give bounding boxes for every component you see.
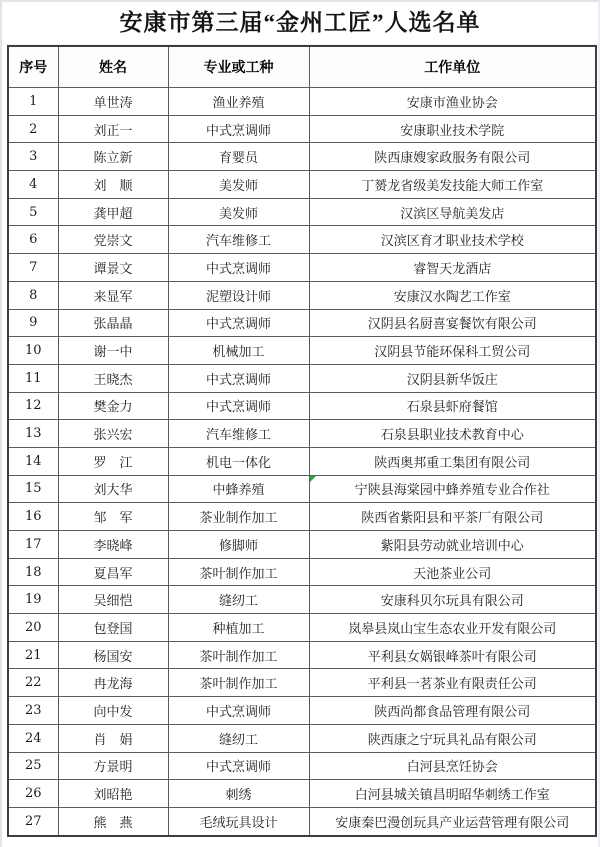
cell-person-name: 肖 娟 bbox=[58, 724, 168, 752]
cell-serial-number: 11 bbox=[8, 364, 58, 392]
cell-trade: 茶叶制作加工 bbox=[168, 558, 309, 586]
cell-person-name: 李晓峰 bbox=[58, 531, 168, 559]
cell-person-name: 邹 军 bbox=[58, 503, 168, 531]
column-header-trade: 专业或工种 bbox=[168, 46, 309, 88]
table-row bbox=[8, 614, 596, 642]
cell-trade: 机械加工 bbox=[168, 337, 309, 365]
column-header-unit: 工作单位 bbox=[309, 46, 596, 88]
table-row bbox=[8, 641, 596, 669]
table-row bbox=[8, 392, 596, 420]
cell-trade: 机电一体化 bbox=[168, 447, 309, 475]
cell-person-name: 来显军 bbox=[58, 281, 168, 309]
cell-work-unit: 睿智天龙酒店 bbox=[309, 254, 596, 282]
cell-work-unit: 汉阴县名厨喜宴餐饮有限公司 bbox=[309, 309, 596, 337]
cell-serial-number: 24 bbox=[8, 724, 58, 752]
table-row bbox=[8, 309, 596, 337]
cell-person-name: 张晶晶 bbox=[58, 309, 168, 337]
table-row bbox=[8, 143, 596, 171]
cell-serial-number: 23 bbox=[8, 697, 58, 725]
table-row bbox=[8, 171, 596, 199]
cell-work-unit: 陕西康之宁玩具礼品有限公司 bbox=[309, 724, 596, 752]
cell-person-name: 冉龙海 bbox=[58, 669, 168, 697]
cell-work-unit: 陕西尚都食品管理有限公司 bbox=[309, 697, 596, 725]
candidates-table bbox=[7, 45, 597, 837]
table-body bbox=[8, 88, 596, 836]
cell-trade: 中式烹调师 bbox=[168, 752, 309, 780]
cell-error-marker-icon bbox=[310, 476, 316, 482]
cell-person-name: 刘 顺 bbox=[58, 171, 168, 199]
cell-serial-number: 7 bbox=[8, 254, 58, 282]
cell-person-name: 吴细恺 bbox=[58, 586, 168, 614]
cell-serial-number: 17 bbox=[8, 531, 58, 559]
table-row bbox=[8, 254, 596, 282]
cell-person-name: 刘正一 bbox=[58, 115, 168, 143]
cell-person-name: 刘大华 bbox=[58, 475, 168, 503]
cell-trade: 汽车维修工 bbox=[168, 420, 309, 448]
cell-work-unit: 平利县一茗茶业有限责任公司 bbox=[309, 669, 596, 697]
table-row bbox=[8, 531, 596, 559]
header-row bbox=[8, 46, 596, 88]
table-header bbox=[8, 46, 596, 88]
table-row bbox=[8, 807, 596, 835]
cell-work-unit: 安康秦巴漫创玩具产业运营管理有限公司 bbox=[309, 807, 596, 835]
cell-serial-number: 12 bbox=[8, 392, 58, 420]
cell-person-name: 龚甲超 bbox=[58, 198, 168, 226]
cell-serial-number: 18 bbox=[8, 558, 58, 586]
cell-serial-number: 9 bbox=[8, 309, 58, 337]
cell-work-unit: 安康职业技术学院 bbox=[309, 115, 596, 143]
cell-trade: 种植加工 bbox=[168, 614, 309, 642]
cell-person-name: 谭景文 bbox=[58, 254, 168, 282]
table-row bbox=[8, 337, 596, 365]
table-row bbox=[8, 226, 596, 254]
cell-serial-number: 20 bbox=[8, 614, 58, 642]
cell-work-unit: 丁赟龙省级美发技能大师工作室 bbox=[309, 171, 596, 199]
cell-work-unit: 陕西康嫂家政服务有限公司 bbox=[309, 143, 596, 171]
cell-work-unit: 汉阴县节能环保科工贸公司 bbox=[309, 337, 596, 365]
cell-trade: 茶业制作加工 bbox=[168, 503, 309, 531]
cell-person-name: 熊 燕 bbox=[58, 807, 168, 835]
cell-serial-number: 3 bbox=[8, 143, 58, 171]
cell-trade: 中式烹调师 bbox=[168, 115, 309, 143]
table-row bbox=[8, 780, 596, 808]
cell-work-unit: 汉滨区育才职业技术学校 bbox=[309, 226, 596, 254]
cell-work-unit: 安康汉水陶艺工作室 bbox=[309, 281, 596, 309]
cell-trade: 茶叶制作加工 bbox=[168, 641, 309, 669]
cell-person-name: 党崇文 bbox=[58, 226, 168, 254]
table-row bbox=[8, 420, 596, 448]
cell-trade: 毛绒玩具设计 bbox=[168, 807, 309, 835]
cell-work-unit: 白河县烹饪协会 bbox=[309, 752, 596, 780]
cell-trade: 泥塑设计师 bbox=[168, 281, 309, 309]
cell-person-name: 陈立新 bbox=[58, 143, 168, 171]
cell-serial-number: 10 bbox=[8, 337, 58, 365]
cell-serial-number: 14 bbox=[8, 447, 58, 475]
cell-serial-number: 1 bbox=[8, 88, 58, 116]
cell-work-unit: 安康科贝尔玩具有限公司 bbox=[309, 586, 596, 614]
cell-trade: 渔业养殖 bbox=[168, 88, 309, 116]
cell-trade: 刺绣 bbox=[168, 780, 309, 808]
table-row bbox=[8, 503, 596, 531]
cell-serial-number: 16 bbox=[8, 503, 58, 531]
cell-work-unit: 白河县城关镇昌明昭华刺绣工作室 bbox=[309, 780, 596, 808]
cell-trade: 美发师 bbox=[168, 198, 309, 226]
cell-serial-number: 13 bbox=[8, 420, 58, 448]
cell-serial-number: 15 bbox=[8, 475, 58, 503]
cell-work-unit: 陕西奥邦重工集团有限公司 bbox=[309, 447, 596, 475]
cell-person-name: 王晓杰 bbox=[58, 364, 168, 392]
cell-person-name: 谢一中 bbox=[58, 337, 168, 365]
table-row bbox=[8, 115, 596, 143]
cell-person-name: 刘昭艳 bbox=[58, 780, 168, 808]
cell-serial-number: 2 bbox=[8, 115, 58, 143]
cell-work-unit: 石泉县职业技术教育中心 bbox=[309, 420, 596, 448]
cell-trade: 中式烹调师 bbox=[168, 364, 309, 392]
cell-person-name: 包登国 bbox=[58, 614, 168, 642]
cell-serial-number: 25 bbox=[8, 752, 58, 780]
cell-person-name: 单世涛 bbox=[58, 88, 168, 116]
cell-trade: 缝纫工 bbox=[168, 724, 309, 752]
table-row bbox=[8, 669, 596, 697]
cell-serial-number: 19 bbox=[8, 586, 58, 614]
cell-person-name: 方景明 bbox=[58, 752, 168, 780]
table-row bbox=[8, 364, 596, 392]
column-header-no: 序号 bbox=[8, 46, 58, 88]
table-row bbox=[8, 198, 596, 226]
cell-person-name: 杨国安 bbox=[58, 641, 168, 669]
cell-trade: 中式烹调师 bbox=[168, 309, 309, 337]
cell-person-name: 向中发 bbox=[58, 697, 168, 725]
cell-serial-number: 5 bbox=[8, 198, 58, 226]
table-row bbox=[8, 558, 596, 586]
cell-work-unit: 紫阳县劳动就业培训中心 bbox=[309, 531, 596, 559]
cell-work-unit: 石泉县虾府餐馆 bbox=[309, 392, 596, 420]
cell-trade: 茶叶制作加工 bbox=[168, 669, 309, 697]
cell-work-unit: 天池茶业公司 bbox=[309, 558, 596, 586]
table-row bbox=[8, 88, 596, 116]
cell-work-unit: 平利县女娲银峰茶叶有限公司 bbox=[309, 641, 596, 669]
cell-serial-number: 26 bbox=[8, 780, 58, 808]
cell-person-name: 张兴宏 bbox=[58, 420, 168, 448]
cell-trade: 中式烹调师 bbox=[168, 392, 309, 420]
cell-person-name: 罗 江 bbox=[58, 447, 168, 475]
page-title: 安康市第三届“金州工匠”人选名单 bbox=[2, 2, 598, 45]
cell-trade: 缝纫工 bbox=[168, 586, 309, 614]
table-row bbox=[8, 586, 596, 614]
cell-serial-number: 22 bbox=[8, 669, 58, 697]
table-row bbox=[8, 724, 596, 752]
cell-work-unit: 汉滨区导航美发店 bbox=[309, 198, 596, 226]
table-row bbox=[8, 475, 596, 503]
cell-serial-number: 4 bbox=[8, 171, 58, 199]
cell-serial-number: 27 bbox=[8, 807, 58, 835]
table-row bbox=[8, 281, 596, 309]
cell-serial-number: 21 bbox=[8, 641, 58, 669]
cell-person-name: 樊金力 bbox=[58, 392, 168, 420]
table-row bbox=[8, 752, 596, 780]
cell-serial-number: 8 bbox=[8, 281, 58, 309]
cell-person-name: 夏昌军 bbox=[58, 558, 168, 586]
cell-work-unit: 陕西省紫阳县和平茶厂有限公司 bbox=[309, 503, 596, 531]
table-row bbox=[8, 447, 596, 475]
cell-trade: 中式烹调师 bbox=[168, 697, 309, 725]
cell-trade: 美发师 bbox=[168, 171, 309, 199]
table-row bbox=[8, 697, 596, 725]
cell-trade: 汽车维修工 bbox=[168, 226, 309, 254]
cell-work-unit: 汉阴县新华饭庄 bbox=[309, 364, 596, 392]
cell-work-unit: 安康市渔业协会 bbox=[309, 88, 596, 116]
cell-trade: 育婴员 bbox=[168, 143, 309, 171]
cell-trade: 中式烹调师 bbox=[168, 254, 309, 282]
cell-trade: 中蜂养殖 bbox=[168, 475, 309, 503]
cell-trade: 修脚师 bbox=[168, 531, 309, 559]
column-header-name: 姓名 bbox=[58, 46, 168, 88]
cell-work-unit: 岚皋县岚山宝生态农业开发有限公司 bbox=[309, 614, 596, 642]
cell-serial-number: 6 bbox=[8, 226, 58, 254]
cell-work-unit: 宁陕县海棠园中蜂养殖专业合作社 bbox=[309, 475, 596, 503]
